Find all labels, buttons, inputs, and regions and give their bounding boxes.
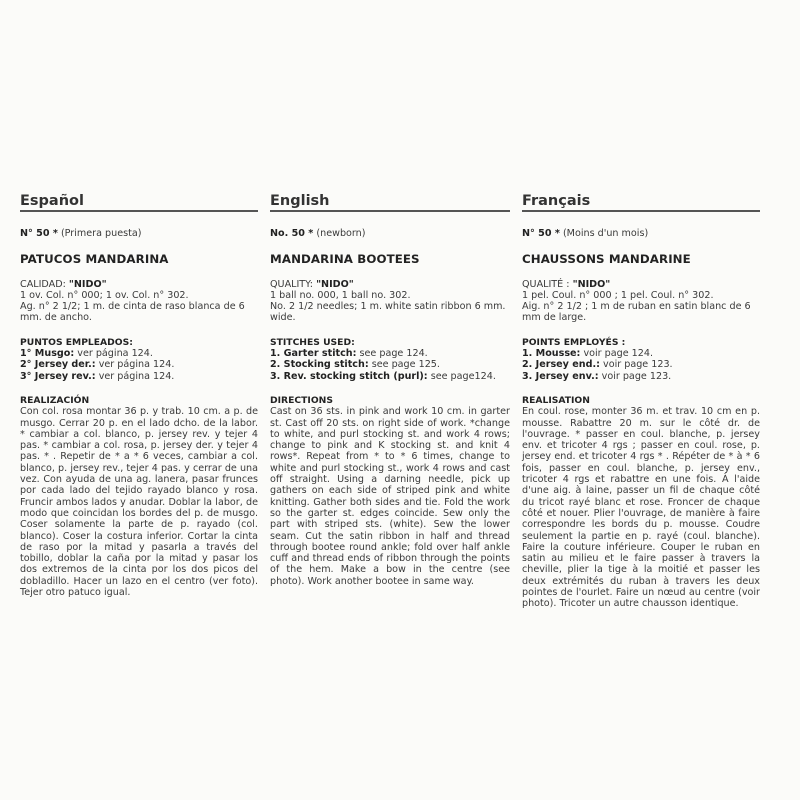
french-number-note: (Moins d'un mois) xyxy=(562,228,649,239)
french-quality-value: "NIDO" xyxy=(572,278,611,290)
french-materials xyxy=(522,279,760,324)
list-item: 3. Jersey env.: voir page 123. xyxy=(522,370,672,382)
english-language-heading: English xyxy=(270,193,330,209)
french-material-line: Aig. n° 2 1/2 ; 1 m de ruban en satin blanc de 6 mm de large. xyxy=(522,301,751,324)
list-item: 2° Jersey der.: ver página 124. xyxy=(20,359,175,371)
english-column xyxy=(270,192,510,587)
french-quality-label: QUALITÉ : xyxy=(522,278,570,290)
spanish-directions-text: Con col. rosa montar 36 p. y trab. 10 cm. a p. de musgo. Cerrar 20 p. en el lado dcho. de la labor. * cambiar a col. blanco, p. jersey rev. y tejer 4 pas. * cambiar a col. rosa, p. jersey der. y tejer 4 pas. * . Repetir de * a * 6 veces, cambiar a col. blanco, p. jersey rev., tejer 4 pas. y cerrar de una vez. Con ayuda de una ag. lanera, pasar frunces por cada lado del tejido rayado blanco y rosa. Fruncir ambos lados y anudar. Doblar la labor, de modo que coincidan los bordes del p. de musgo. Coser solamente la parte de p. rayado (col. blanco). Coser la costura inferior. Cortar la cinta de raso por la mitad y pasarla a través del tobillo, doblar la caña por la mitad y pasar los dos extremos de la cinta por los dos picos del dobladillo. Hacer un lazo en el centro (ver foto). Tejer otro patuco igual. xyxy=(20,406,258,599)
list-item: 3° Jersey rev.: ver página 124. xyxy=(20,370,175,382)
spanish-quality-label: CALIDAD: xyxy=(20,278,66,290)
english-pattern-number xyxy=(270,228,510,239)
spanish-number-note: (Primera puesta) xyxy=(60,228,142,239)
list-item: 1° Musgo: ver página 124. xyxy=(20,348,153,360)
spanish-material-line: Ag. n° 2 1/2; 1 m. de cinta de raso blanca de 6 mm. de ancho. xyxy=(20,301,245,324)
french-language-heading: Français xyxy=(522,193,591,209)
french-stitches-heading: POINTS EMPLOYÉS : xyxy=(522,336,626,348)
english-quality-label: QUALITY: xyxy=(270,278,313,290)
spanish-materials xyxy=(20,279,258,324)
english-materials xyxy=(270,279,510,324)
spanish-column xyxy=(20,192,258,598)
spanish-pattern-number xyxy=(20,228,258,239)
list-item: 2. Stocking stitch: see page 125. xyxy=(270,359,440,371)
english-stitches-heading: STITCHES USED: xyxy=(270,336,355,348)
list-item: 3. Rev. stocking stitch (purl): see page124. xyxy=(270,370,496,382)
english-title: MANDARINA BOOTEES xyxy=(270,252,420,267)
spanish-stitches-list xyxy=(20,348,258,382)
french-stitches-list xyxy=(522,348,760,382)
french-title: CHAUSSONS MANDARINE xyxy=(522,252,691,267)
spanish-directions-heading: REALIZACIÓN xyxy=(20,394,90,406)
spanish-title: PATUCOS MANDARINA xyxy=(20,252,169,267)
french-number-label: N° 50 * xyxy=(522,228,560,239)
french-material-line: 1 pel. Coul. n° 000 ; 1 pel. Coul. n° 302. xyxy=(522,289,714,301)
list-item: 1. Mousse: voir page 124. xyxy=(522,348,654,360)
french-pattern-number xyxy=(522,228,760,239)
list-item: 1. Garter stitch: see page 124. xyxy=(270,348,428,360)
spanish-stitches-heading: PUNTOS EMPLEADOS: xyxy=(20,336,133,348)
list-item: 2. Jersey end.: voir page 123. xyxy=(522,359,673,371)
english-number-label: No. 50 * xyxy=(270,228,314,239)
english-quality-value: "NIDO" xyxy=(316,278,354,290)
spanish-material-line: 1 ov. Col. n° 000; 1 ov. Col. n° 302. xyxy=(20,289,189,301)
spanish-language-heading: Español xyxy=(20,193,84,209)
english-directions-text: Cast on 36 sts. in pink and work 10 cm. in garter st. Cast off 20 sts. on right side of work. *change to white, and purl stocking st. and work 4 rows; change to pink and K stocking st. and knit 4 rows*. Repeat from * to * 6 times, change to white and purl stocking st., work 4 rows and cast off straight. Using a darning needle, pick up gathers on each side of striped pink and white knitting. Gather both sides and tie. Fold the work so the garter st. edges coincide. Sew only the part with striped sts. (white). Sew the lower seam. Cut the satin ribbon in half and thread through bootee round ankle; fold over half ankle cuff and thread ends of ribbon through the points of the hem. Make a bow in the centre (see photo). Work another bootee in same way. xyxy=(270,406,510,587)
english-directions-heading: DIRECTIONS xyxy=(270,394,333,406)
french-directions-heading: REALISATION xyxy=(522,394,590,406)
spanish-number-label: N° 50 * xyxy=(20,228,58,239)
french-column xyxy=(522,192,760,610)
english-material-line: No. 2 1/2 needles; 1 m. white satin ribbon 6 mm. wide. xyxy=(270,301,506,324)
spanish-quality-value: "NIDO" xyxy=(68,278,107,290)
english-material-line: 1 ball no. 000, 1 ball no. 302. xyxy=(270,289,411,301)
french-directions-text: En coul. rose, monter 36 m. et trav. 10 cm en p. mousse. Rabattre 20 m. sur le côté dr. de l'ouvrage. * passer en coul. blanche, p. jersey env. et tricoter 4 rgs ; passer en coul. rose, p. jersey end. et tricoter 4 rgs * . Répéter de * à * 6 fois, passer en coul. blanche, p. jersey env., tricoter 4 rgs et rabattre en une fois. À l'aide d'une aig. à laine, passer un fil de chaque côté du tricot rayé blanc et rose. Froncer de chaque côté et nouer. Plier l'ouvrage, de manière à faire correspondre les bords du p. mousse. Coudre seulement la partie en p. rayé (coul. blanche). Faire la couture inférieure. Couper le ruban en satin au milieu et le faire passer à travers la cheville, plier la tige à la moitié et passer les deux extrémités du ruban à travers les deux pointes de l'ourlet. Faire un nœud au centre (voir photo). Tricoter un autre chausson identique. xyxy=(522,406,760,610)
english-stitches-list xyxy=(270,348,510,382)
english-number-note: (newborn) xyxy=(316,228,366,239)
